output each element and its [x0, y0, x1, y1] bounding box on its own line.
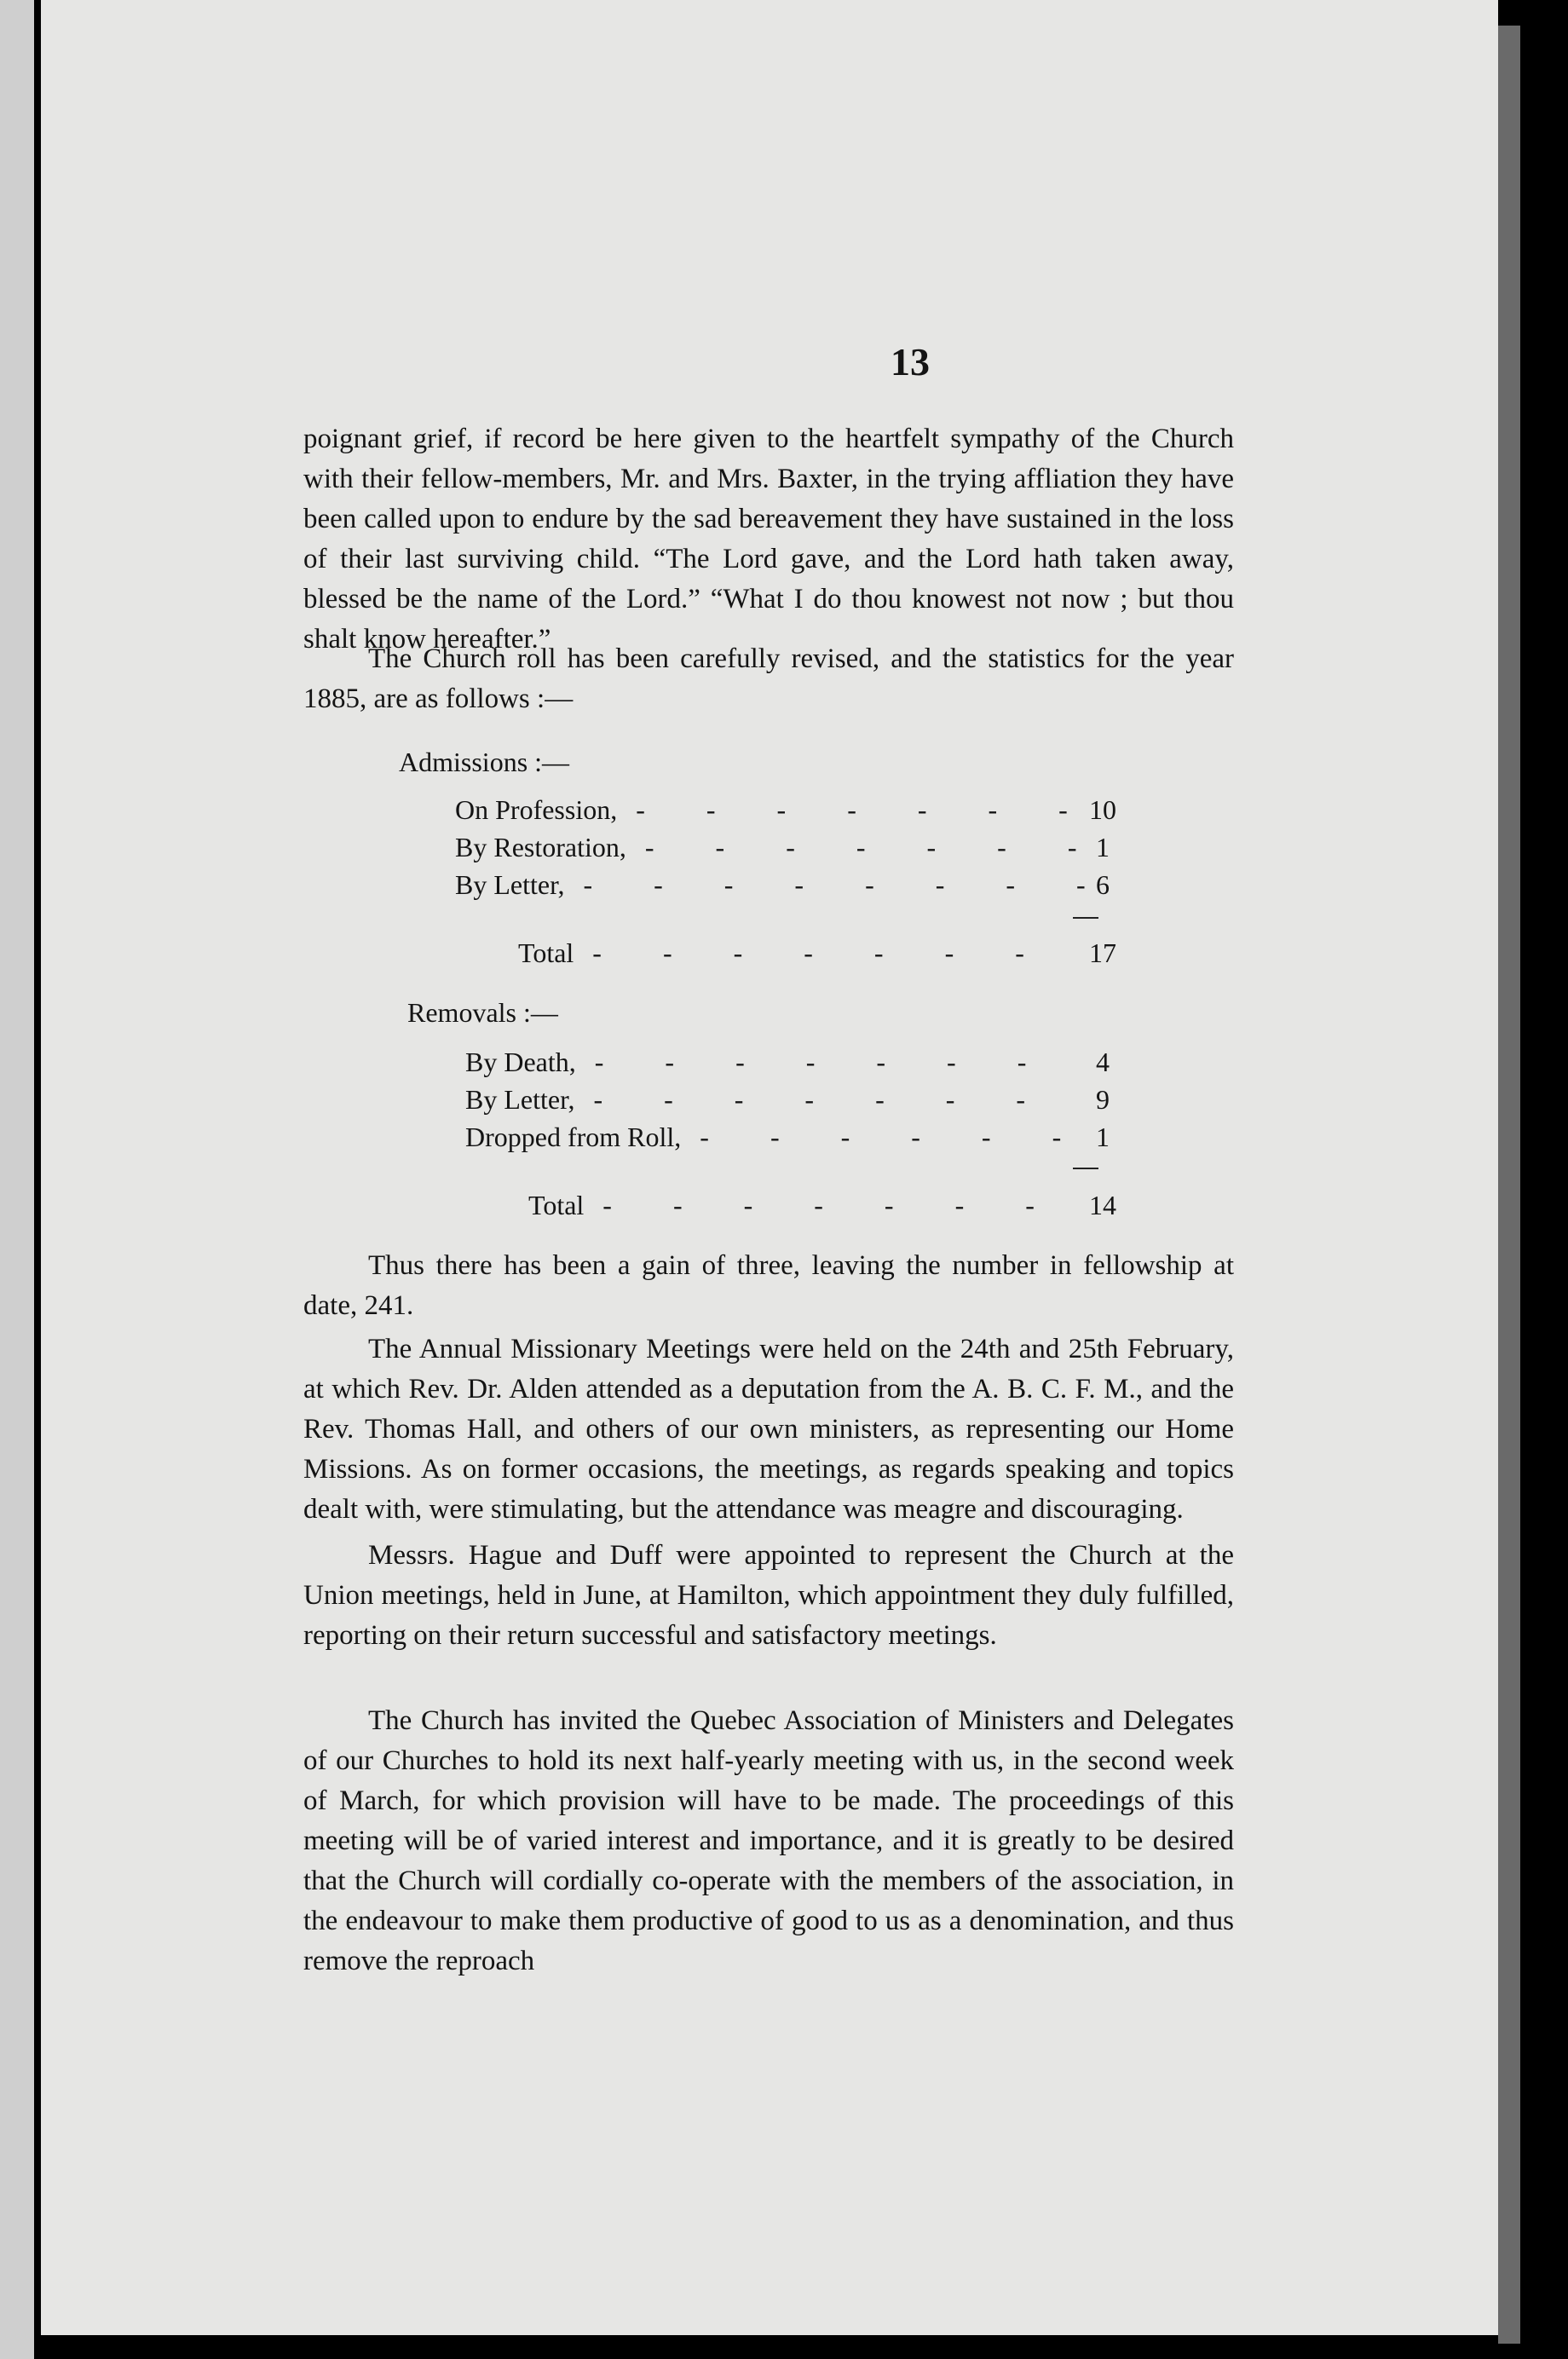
row-value: 10: [1089, 794, 1116, 825]
table-row: [465, 1084, 1120, 1122]
page-edge-shadow: [1498, 26, 1520, 2344]
dot-leader: [574, 937, 1086, 969]
table-row: [455, 832, 1120, 869]
table-row: [465, 1122, 1120, 1159]
dot-leader: [584, 1190, 1086, 1221]
total-label: Total: [518, 937, 574, 968]
table-row: [455, 794, 1120, 832]
adjacent-page-edge: [0, 0, 34, 2359]
admissions-heading: Admissions :—: [399, 747, 570, 777]
paragraph-union-meetings: Messrs. Hague and Duff were appointed to represent the Church at the Union meetings, held in June, at Hamilton, which appointment they duly fulfilled, reporting on their return successful and satisfactory meetings.: [303, 1540, 1234, 1651]
row-value: 4: [1096, 1047, 1110, 1077]
paragraph-missionary-meetings: The Annual Missionary Meetings were held on the 24th and 25th February, at which Rev. Dr. Alden attended as a deputation from the A. B. C. F. M., and the Rev. Thomas Hall, and others of our own ministers, as representing our Home Missions. As on former occasions, the meetings, as regards speaking and topics dealt with, were stimulating, but the attendance was meagre and discouraging.: [303, 1334, 1234, 1525]
paragraph-grief: poignant grief, if record be here given to the heartfelt sympathy of the Church with their fellow-members, Mr. and Mrs. Baxter, in the trying affliation they have been called upon to endure by the sad bereavement they have sustained in the loss of their last surviving child. “The Lord gave, and the Lord hath taken away, blessed be the name of the Lord.” “What I do thou knowest not now ; but thou shalt know hereafter.”: [303, 424, 1234, 655]
row-value: 9: [1096, 1084, 1110, 1115]
sum-rule: [1073, 1168, 1098, 1169]
row-label: By Restoration,: [455, 832, 626, 862]
row-label: Dropped from Roll,: [465, 1122, 682, 1152]
table-row: [465, 1047, 1120, 1084]
document-page: [41, 0, 1498, 2335]
total-value: 17: [1089, 937, 1116, 968]
removals-heading: Removals :—: [407, 997, 558, 1028]
total-value: 14: [1089, 1190, 1116, 1220]
paragraph-church-roll: The Church roll has been carefully revised, and the statistics for the year 1885, are as follows :—: [303, 643, 1234, 714]
row-value: 6: [1096, 869, 1110, 900]
paragraph-quebec-association: The Church has invited the Quebec Association of Ministers and Delegates of our Churches to hold its next half-yearly meeting with us, in the second week of March, for which provision will have to be made. The proceedings of this meeting will be of varied interest and importance, and it is greatly to be desired that the Church will cordially co-operate with the members of the association, in the endeavour to make them productive of good to us as a denomination, and thus remove the reproach: [303, 1705, 1234, 1976]
dot-leader: [617, 794, 1086, 826]
total-label: Total: [528, 1190, 585, 1220]
dot-leader: [626, 832, 1086, 863]
page-number: 13: [891, 340, 930, 384]
table-row: [455, 869, 1120, 907]
total-row: [518, 937, 1120, 975]
row-label: By Letter,: [465, 1084, 575, 1115]
row-label: By Death,: [465, 1047, 576, 1077]
dot-leader: [681, 1122, 1086, 1153]
row-label: On Profession,: [455, 794, 618, 825]
dot-leader: [574, 1084, 1086, 1116]
dot-leader: [576, 1047, 1086, 1078]
row-value: 1: [1096, 1122, 1110, 1152]
row-label: By Letter,: [455, 869, 565, 900]
row-value: 1: [1096, 832, 1110, 862]
sum-rule: [1073, 917, 1098, 919]
total-row: [528, 1190, 1120, 1227]
dot-leader: [564, 869, 1086, 901]
paragraph-gain: Thus there has been a gain of three, leaving the number in fellowship at date, 241.: [303, 1250, 1234, 1321]
